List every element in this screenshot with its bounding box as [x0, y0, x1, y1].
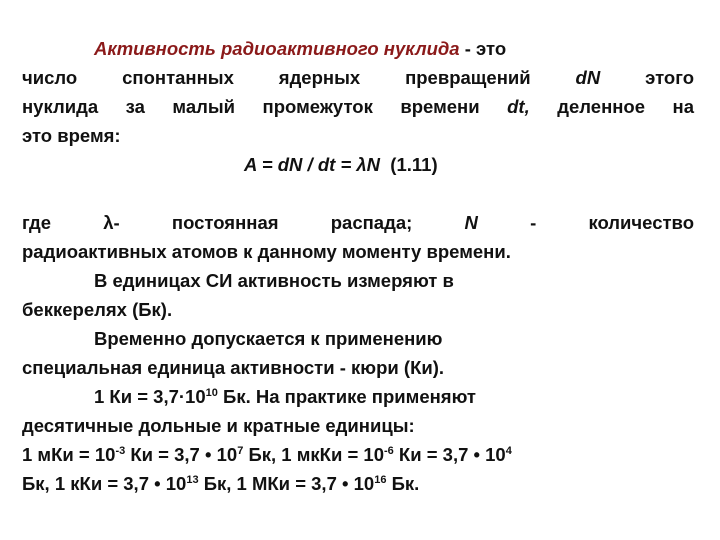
multiples-line-1: 1 мКи = $10^{-3}$ Ки = 3,7 • $10^7$ Бк, 1 мкКи = $10^{-6}$ Ки = 3,7 • $10^4$	[22, 444, 512, 465]
definition-line-3: нуклида за малый промежуток времени dt, деленное на	[22, 96, 694, 117]
activity-formula	[22, 150, 694, 179]
definition-line-4: это время:	[22, 125, 121, 146]
conversion-line-2: десятичные дольные и кратные единицы:	[22, 415, 415, 436]
where-line-2: радиоактивных атомов к данному моменту времени.	[22, 241, 511, 262]
curie-line-1: Временно допускается к применению	[94, 328, 443, 349]
curie-line-2: специальная единица активности - кюри (Ки).	[22, 357, 445, 378]
multiples-line-2: Бк, 1 кКи = 3,7 • $10^{13}$ Бк, 1 МКи = 3,7 • $10^{16}$ Бк.	[22, 473, 420, 494]
activity-term: Активность радиоактивного нуклида	[94, 38, 460, 59]
where-line-1: где λ- постоянная распада; N - количество	[22, 212, 694, 233]
formula-number: (1.11)	[380, 154, 438, 175]
conversion-line-1: 1 Ки = $3,7\cdot 10^{10}$ Бк. На практике применяют	[94, 386, 476, 407]
si-unit-line-1: В единицах СИ активность измеряют в	[94, 270, 454, 291]
si-unit-line-2: беккерелях (Бк).	[22, 299, 173, 320]
slide-text	[22, 34, 694, 498]
formula-expression: A = dN / dt = λN	[244, 154, 381, 175]
spacer	[22, 179, 694, 208]
definition-line-1: Активность радиоактивного нуклида - это	[94, 38, 507, 59]
definition-line-2: число спонтанных ядерных превращений dN этого	[22, 67, 694, 88]
